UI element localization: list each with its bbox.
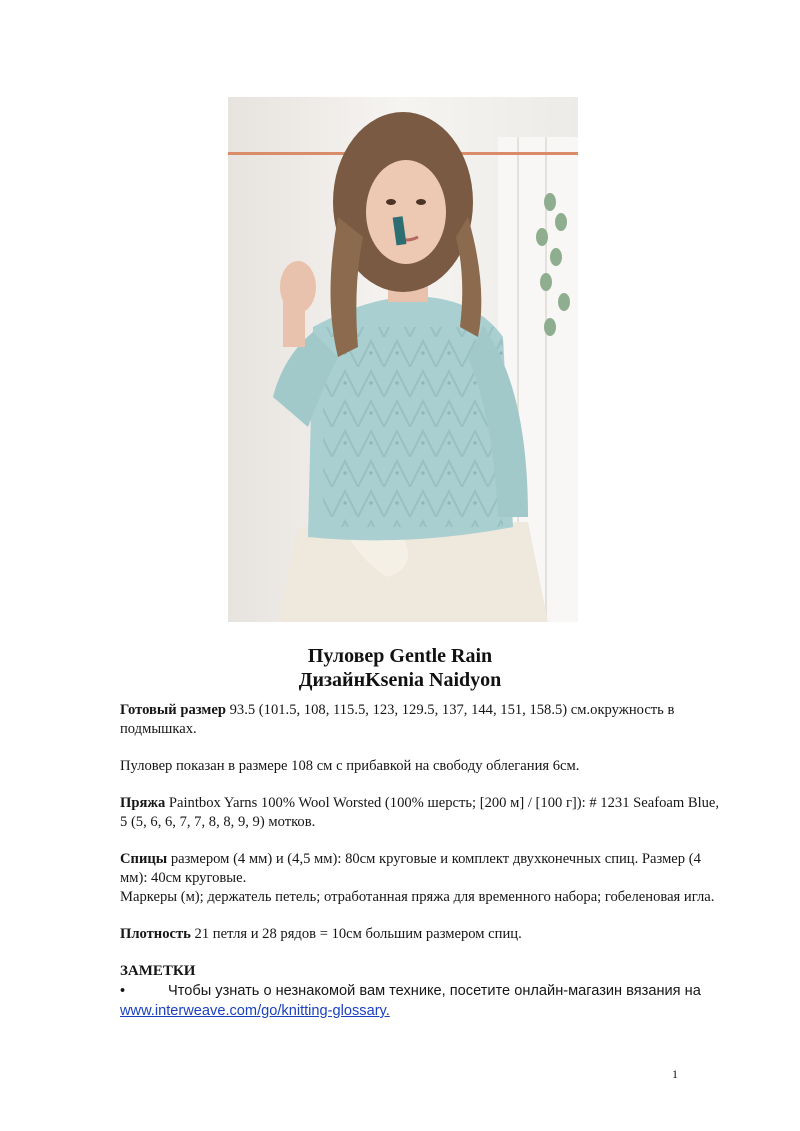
pattern-details (120, 701, 720, 1021)
notes-heading: ЗАМЕТКИ (120, 963, 196, 979)
notes-text: Чтобы узнать о незнакомой вам технике, посетите онлайн-магазин вязания на (168, 983, 701, 999)
needles-text: размером (4 мм) и (4,5 мм): 80см круговые и комплект двухконечных спиц. Размер (4 мм): 40см круговые. (120, 851, 701, 886)
finished-size-label: Готовый размер (120, 702, 226, 718)
finished-size (120, 701, 720, 739)
yarn-text: Paintbox Yarns 100% Wool Worsted (100% шерсть; [200 м] / [100 г]): # 1231 Seafoam Blue, 5 (5, 6, 6, 7, 7, 8, 8, 9, 9) мотков. (120, 795, 720, 830)
notions-text: Маркеры (м); держатель петель; отработанная пряжа для временного набора; гобеленовая игла. (120, 889, 715, 905)
needles-label: Спицы (120, 851, 168, 867)
notes-item (120, 981, 720, 1021)
yarn-info (120, 794, 720, 832)
shown-size-text: Пуловер показан в размере 108 см с прибавкой на свободу облегания 6см. (120, 758, 580, 774)
gauge-label: Плотность (120, 926, 191, 942)
product-photo (228, 97, 578, 622)
sweater-model-illustration (228, 97, 578, 622)
title-block (0, 644, 800, 692)
designer-line: ДизайнKsenia Naidyon (298, 669, 502, 691)
page-number: 1 (672, 1067, 678, 1081)
gauge-info (120, 925, 720, 944)
shown-size (120, 757, 720, 776)
bullet-marker: • (120, 983, 126, 999)
finished-size-text: 93.5 (101.5, 108, 115.5, 123, 129.5, 137, 144, 151, 158.5) см.окружность в подмышках. (120, 702, 675, 737)
knitting-glossary-link[interactable]: www.interweave.com/go/knitting-glossary. (120, 1003, 390, 1019)
needles-info (120, 850, 720, 907)
pattern-title: Пуловер Gentle Rain (307, 645, 493, 667)
gauge-text: 21 петля и 28 рядов = 10см большим размером спиц. (190, 926, 522, 942)
yarn-label: Пряжа (120, 795, 166, 811)
